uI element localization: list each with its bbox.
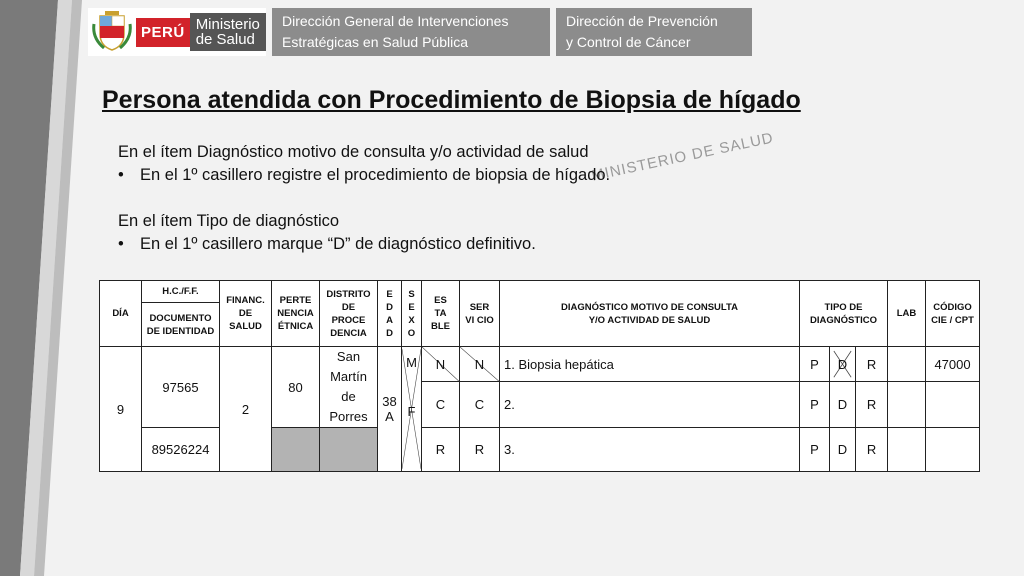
header-esta-line3: BLE bbox=[431, 321, 450, 332]
cell-servicio-3[interactable]: R bbox=[460, 428, 500, 472]
cell-tipo-r-1[interactable]: R bbox=[856, 347, 888, 382]
cell-pertenencia: 80 bbox=[272, 347, 320, 428]
direction-box-1 bbox=[272, 8, 550, 56]
header-servicio-line1: SER bbox=[469, 301, 490, 313]
cell-lab-2[interactable] bbox=[888, 382, 926, 428]
tipo-d-1: D bbox=[837, 356, 848, 372]
header-tipo-line1: TIPO DE bbox=[824, 301, 863, 313]
cell-tipo-p-2[interactable]: P bbox=[800, 382, 830, 428]
header-sexo-line3: X bbox=[408, 314, 415, 326]
peru-badge: PERÚ bbox=[136, 18, 190, 47]
cell-tipo-d-1[interactable] bbox=[830, 347, 856, 382]
direction-box-2-line2: y Control de Cáncer bbox=[566, 34, 691, 50]
header-tipo-line2: DIAGNÓSTICO bbox=[809, 314, 878, 326]
cell-edad-line1: 38 bbox=[382, 394, 397, 409]
watermark: MINISTERIO DE SALUD bbox=[590, 129, 776, 185]
header-edad-line1: E bbox=[386, 288, 393, 300]
header-hc: H.C./F.F. bbox=[142, 281, 220, 303]
header-dia: DÍA bbox=[100, 281, 142, 347]
cell-tipo-p-1[interactable]: P bbox=[800, 347, 830, 382]
ministerio-label bbox=[190, 13, 266, 51]
cell-tipo-d-2[interactable]: D bbox=[830, 382, 856, 428]
sexo-f: F bbox=[407, 404, 416, 419]
header-edad-line2: D bbox=[386, 301, 393, 313]
cell-diagnostico-1[interactable]: 1. Biopsia hepática bbox=[500, 347, 800, 382]
cell-servicio-2[interactable]: C bbox=[460, 382, 500, 428]
cell-documento: 89526224 bbox=[142, 428, 220, 472]
instruction-bullet-1: • En el 1º casillero registre el procedimiento de biopsia de hígado. bbox=[118, 164, 610, 187]
cell-hc: 97565 bbox=[142, 347, 220, 428]
page-title: Persona atendida con Procedimiento de Biopsia de hígado bbox=[102, 86, 801, 114]
header-pertenencia bbox=[272, 281, 320, 347]
cell-codigo-1[interactable]: 47000 bbox=[926, 347, 980, 382]
header bbox=[0, 0, 1024, 60]
header-tipo-diagnostico bbox=[800, 281, 888, 347]
header-esta-line1: ES bbox=[434, 295, 447, 306]
header-distrito-line1: DISTRITO bbox=[326, 288, 371, 300]
header-edad bbox=[378, 281, 402, 347]
cell-distrito-line2: Martín bbox=[330, 369, 367, 384]
header-servicio-line2: VI CIO bbox=[465, 314, 494, 326]
his-registry-table bbox=[99, 280, 980, 472]
header-codigo-line2: CIE / CPT bbox=[931, 314, 974, 326]
instruction-line-2: En el ítem Tipo de diagnóstico bbox=[118, 212, 340, 230]
header-diagnostico bbox=[500, 281, 800, 347]
header-esta-line2: TA bbox=[434, 308, 447, 319]
cell-establecimiento-3[interactable]: R bbox=[422, 428, 460, 472]
cell-sexo[interactable] bbox=[402, 347, 422, 472]
sexo-m: M bbox=[406, 355, 417, 370]
cell-tipo-p-3[interactable]: P bbox=[800, 428, 830, 472]
header-sexo-line4: O bbox=[407, 327, 416, 339]
ministry-logo bbox=[88, 8, 266, 56]
header-financ bbox=[220, 281, 272, 347]
cell-lab-1[interactable] bbox=[888, 347, 926, 382]
serv-1: N bbox=[474, 356, 485, 372]
table-row bbox=[100, 347, 980, 382]
header-codigo bbox=[926, 281, 980, 347]
direction-box-1-line1: Dirección General de Intervenciones bbox=[282, 13, 509, 29]
direction-box-2 bbox=[556, 8, 752, 56]
cell-establecimiento-1[interactable] bbox=[422, 347, 460, 382]
header-sexo-line1: S bbox=[408, 288, 415, 300]
header-diag-line2: Y/O ACTIVIDAD DE SALUD bbox=[588, 314, 711, 326]
cell-distrito bbox=[320, 347, 378, 428]
cell-codigo-2[interactable] bbox=[926, 382, 980, 428]
header-perte-line3: ÉTNICA bbox=[277, 321, 314, 332]
header-financ-line3: SALUD bbox=[229, 321, 262, 332]
header-edad-line3: A bbox=[386, 314, 393, 326]
ministerio-line2: de Salud bbox=[195, 31, 255, 48]
header-distrito bbox=[320, 281, 378, 347]
est-1: N bbox=[435, 356, 446, 372]
header-documento bbox=[142, 303, 220, 347]
cell-distrito-line1: San bbox=[336, 349, 361, 364]
coat-of-arms-icon bbox=[92, 10, 132, 54]
cell-distrito-empty bbox=[320, 428, 378, 472]
cell-diagnostico-2[interactable]: 2. bbox=[500, 382, 800, 428]
cell-establecimiento-2[interactable]: C bbox=[422, 382, 460, 428]
cell-tipo-d-3[interactable]: D bbox=[830, 428, 856, 472]
cell-codigo-3[interactable] bbox=[926, 428, 980, 472]
ministerio-line1: Ministerio bbox=[195, 16, 260, 33]
header-diag-line1: DIAGNÓSTICO MOTIVO DE CONSULTA bbox=[561, 301, 738, 313]
cell-tipo-r-2[interactable]: R bbox=[856, 382, 888, 428]
header-distrito-line2: DE bbox=[341, 301, 356, 313]
header-financ-line1: FINANC. bbox=[226, 295, 265, 306]
header-distrito-line3: PROCE bbox=[331, 314, 366, 326]
cell-dia: 9 bbox=[100, 347, 142, 472]
header-perte-line2: NENCIA bbox=[277, 308, 314, 319]
header-distrito-line4: DENCIA bbox=[330, 327, 367, 339]
header-edad-line4: D bbox=[386, 327, 393, 339]
cell-diagnostico-3[interactable]: 3. bbox=[500, 428, 800, 472]
header-doc-line2: DE IDENTIDAD bbox=[146, 325, 215, 337]
header-establecimiento bbox=[422, 281, 460, 347]
header-sexo-line2: E bbox=[408, 301, 415, 313]
header-codigo-line1: CÓDIGO bbox=[933, 301, 972, 313]
header-financ-line2: DE bbox=[238, 308, 253, 319]
header-doc-line1: DOCUMENTO bbox=[149, 312, 212, 324]
cell-tipo-r-3[interactable]: R bbox=[856, 428, 888, 472]
cell-edad-line2: A bbox=[385, 409, 394, 424]
direction-box-1-line2: Estratégicas en Salud Pública bbox=[282, 34, 468, 50]
header-servicio bbox=[460, 281, 500, 347]
cell-servicio-1[interactable] bbox=[460, 347, 500, 382]
cell-lab-3[interactable] bbox=[888, 428, 926, 472]
direction-box-2-line1: Dirección de Prevención bbox=[566, 13, 718, 29]
cell-distrito-line4: Porres bbox=[329, 409, 368, 424]
instruction-bullet-2: • En el 1º casillero marque “D” de diagnóstico definitivo. bbox=[118, 233, 610, 256]
header-lab: LAB bbox=[888, 281, 926, 347]
cell-financ: 2 bbox=[220, 347, 272, 472]
instruction-line-1: En el ítem Diagnóstico motivo de consulta y/o actividad de salud bbox=[118, 143, 589, 161]
cell-distrito-line3: de bbox=[341, 389, 356, 404]
cell-edad bbox=[378, 347, 402, 472]
instructions bbox=[118, 141, 610, 256]
cell-pertenencia-empty bbox=[272, 428, 320, 472]
header-perte-line1: PERTE bbox=[279, 295, 312, 306]
header-sexo bbox=[402, 281, 422, 347]
